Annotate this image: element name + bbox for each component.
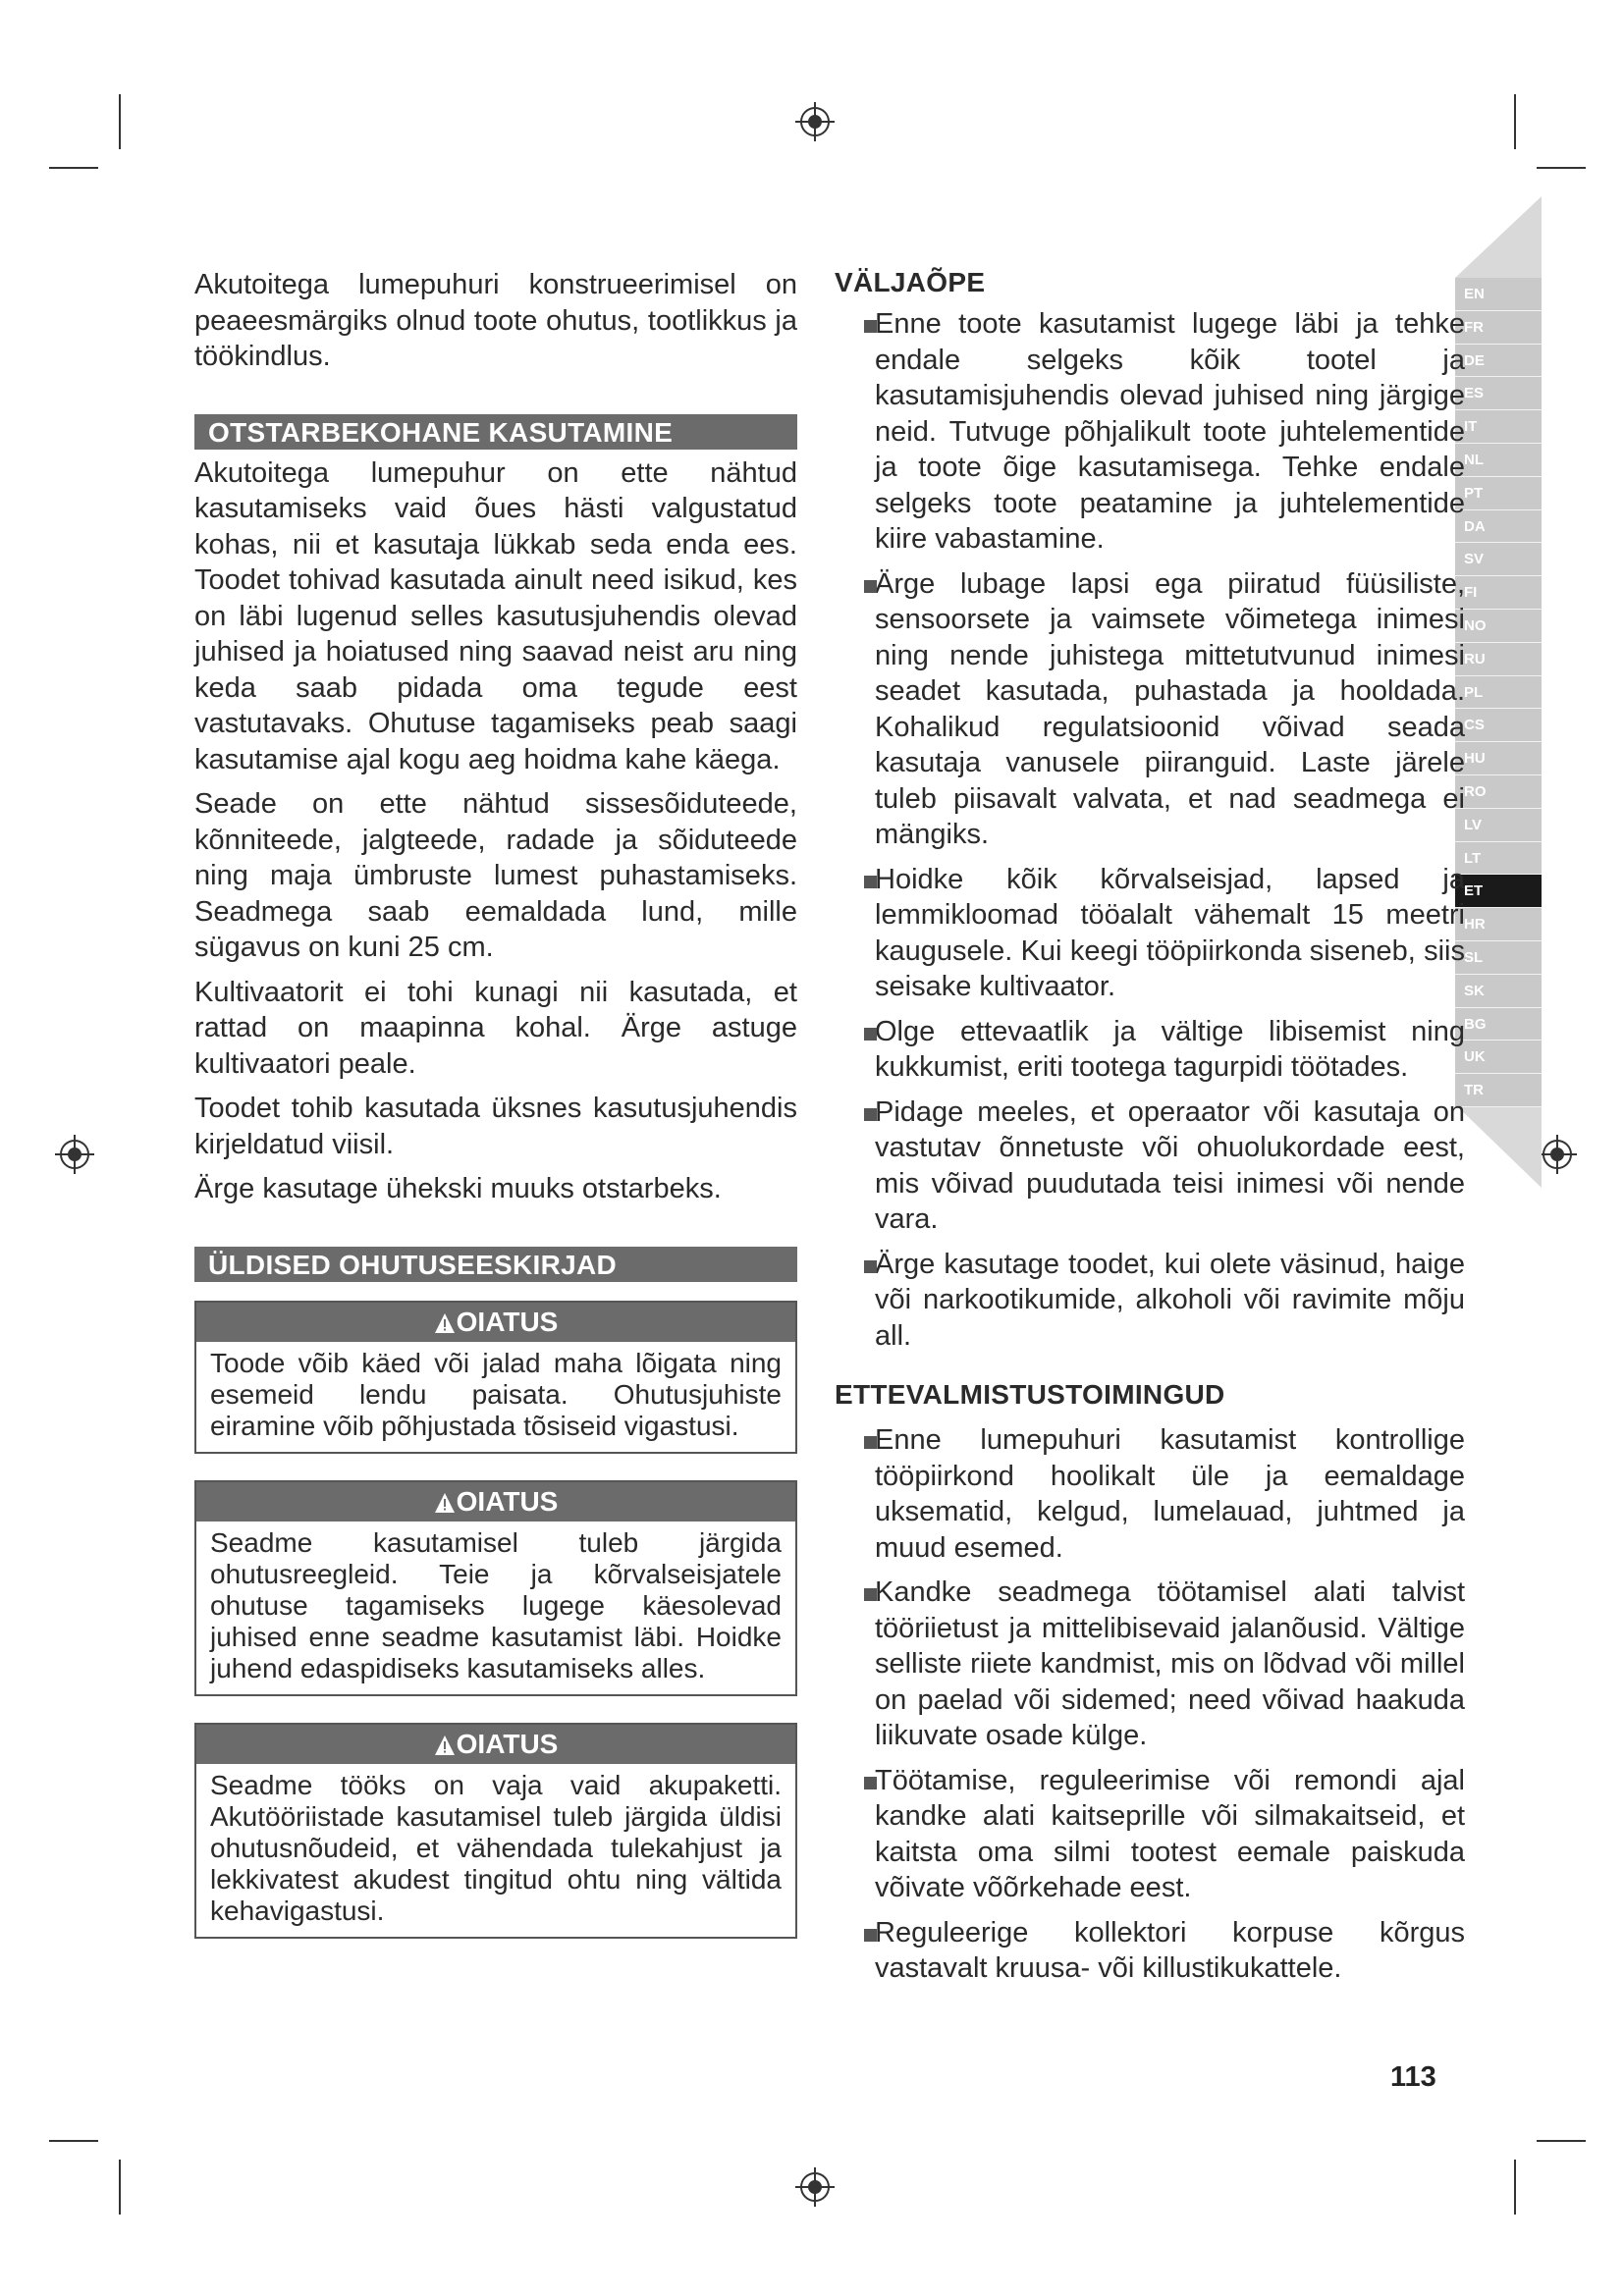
crop-mark-top-right-h	[1537, 167, 1586, 169]
preparation-bullet-text-4: Reguleerige kollektori korpuse kõrgus vastavalt kruusa- või killustikukattele.	[875, 1916, 1465, 1984]
crop-mark-bottom-left-v	[119, 2160, 121, 2215]
registration-mark-icon-left	[55, 1135, 94, 1174]
training-bullet-text-5: Pidage meeles, et operaator või kasutaja on vastutav õnnetuste või ohuolukordade eest, mis võivad puudutada teisi inimesi või nende vara.	[875, 1095, 1465, 1235]
square-bullet-icon	[864, 862, 877, 901]
square-bullet-icon	[864, 1247, 877, 1286]
preparation-bullet-text-2: Kandke seadmega töötamisel alati talvist tööriietust ja mittelibisevaid jalanõusid. Vältige selliste riiete kandmist, mis on lõdvad või millel on paelad või sidemed; need võivad haakuda liikuvate osade külge.	[875, 1576, 1465, 1751]
crop-mark-top-left-v	[119, 94, 121, 149]
section-heading-general-safety: ÜLDISED OHUTUSEESKIRJAD	[194, 1247, 797, 1282]
warning-text-1: Toode võib käed või jalad maha lõigata ning esemeid lendu paisata. Ohutusjuhiste eiramine võib põhjustada tõsiseid vigastusi.	[210, 1347, 782, 1441]
intended-use-paragraph-2: Seade on ette nähtud sissesõiduteede, kõnniteede, jalgteede, radade ja sõiduteede ning maja ümbruste lumest puhastamiseks. Seadmega saab eemaldada lund, mille sügavus on kuni 25 cm.	[194, 788, 797, 963]
language-tab-it[interactable]: IT	[1455, 410, 1542, 444]
warning-box-2	[194, 1480, 797, 1696]
intended-use-paragraph-5: Ärge kasutage ühekski muuks otstarbeks.	[194, 1173, 722, 1204]
language-tab-hr[interactable]: HR	[1455, 908, 1542, 941]
language-tab-sk[interactable]: SK	[1455, 975, 1542, 1008]
warning-title-text-3: OIATUS	[456, 1728, 559, 1759]
square-bullet-icon	[864, 1095, 877, 1134]
registration-mark-icon-bottom	[795, 2167, 835, 2207]
training-bullet-text-2: Ärge lubage lapsi ega piiratud füüsiliste, sensoorsete ja vaimsete võimetega inimesi ning nende juhistega mittetutvunud inimesi seadet kasutada, puhastada ja hooldada. Kohalikud regulatsioonid võivad seada kasutaja vanusele piiranguid. Laste järele tuleb piisavalt valvata, et nad seadmega ei mängiks.	[875, 567, 1465, 850]
square-bullet-icon	[864, 1014, 877, 1053]
language-tab-sl[interactable]: SL	[1455, 941, 1542, 975]
left-column	[194, 267, 797, 1965]
language-tab-uk[interactable]: UK	[1455, 1041, 1542, 1074]
square-bullet-icon	[864, 1575, 877, 1614]
language-tab-pl[interactable]: PL	[1455, 676, 1542, 710]
square-bullet-icon	[864, 1422, 877, 1462]
square-bullet-icon	[864, 1763, 877, 1802]
right-column	[835, 267, 1465, 1996]
preparation-bullet-4	[835, 1915, 1465, 1987]
crop-mark-bottom-right-v	[1514, 2160, 1516, 2215]
crop-mark-bottom-right-h	[1537, 2140, 1586, 2142]
registration-mark-icon-top	[795, 102, 835, 141]
preparation-bullet-text-1: Enne lumepuhuri kasutamist kontrollige tööpiirkond hoolikalt üle ja eemaldage uksematid, kelgud, lumelauad, juhtmed ja muud esemed.	[875, 1424, 1465, 1564]
preparation-bullet-2	[835, 1575, 1465, 1754]
warning-title-3	[196, 1725, 795, 1764]
warning-title-2	[196, 1482, 795, 1522]
language-tab-de[interactable]: DE	[1455, 345, 1542, 378]
preparation-bullet-text-3: Töötamise, reguleerimise või remondi ajal kandke alati kaitseprille või silmakaitseid, et kaitsta oma silmi tootest eemale paiskuda võivate võõrkehade eest.	[875, 1764, 1465, 1903]
warning-box-3	[194, 1723, 797, 1939]
crop-mark-top-right-v	[1514, 94, 1516, 149]
preparation-bullet-1	[835, 1422, 1465, 1566]
language-tab-nl[interactable]: NL	[1455, 444, 1542, 477]
language-tab-lt[interactable]: LT	[1455, 842, 1542, 876]
training-bullet-4	[835, 1014, 1465, 1086]
square-bullet-icon	[864, 306, 877, 346]
warning-title-text-2: OIATUS	[456, 1485, 559, 1517]
section-heading-training: VÄLJAÕPE	[835, 267, 986, 297]
training-bullet-text-6: Ärge kasutage toodet, kui olete väsinud, haige või narkootikumide, alkoholi või ravimite mõju all.	[875, 1248, 1465, 1352]
warning-triangle-icon	[434, 1735, 456, 1756]
section-heading-intended-use: OTSTARBEKOHANE KASUTAMINE	[194, 414, 797, 450]
language-tab-fr[interactable]: FR	[1455, 311, 1542, 345]
warning-box-1	[194, 1301, 797, 1454]
language-tab-tr[interactable]: TR	[1455, 1074, 1542, 1107]
square-bullet-icon	[864, 566, 877, 606]
warning-triangle-icon	[434, 1492, 456, 1514]
language-tab-sv[interactable]: SV	[1455, 543, 1542, 576]
training-bullet-text-1: Enne toote kasutamist lugege läbi ja tehke endale selgeks kõik tootel ja kasutamisjuhendis olevad juhised ning järgige neid. Tutvuge põhjalikult toote juhtelementide ja toote õige kasutamisega. Tehke endale selgeks toote peatamine ja juhtelementide kiire vabastamine.	[875, 308, 1465, 555]
warning-title-text-1: OIATUS	[456, 1306, 559, 1337]
intro-paragraph: Akutoitega lumepuhuri konstrueerimisel on peaeesmärgiks olnud toote ohutus, tootlikkus ja töökindlus.	[194, 269, 797, 372]
language-tab-no[interactable]: NO	[1455, 610, 1542, 643]
training-bullet-2	[835, 566, 1465, 853]
training-bullet-3	[835, 862, 1465, 1005]
training-bullet-text-4: Olge ettevaatlik ja vältige libisemist ning kukkumist, eriti tootega tagurpidi töötades.	[875, 1015, 1465, 1083]
preparation-bullet-3	[835, 1763, 1465, 1906]
language-tab-cs[interactable]: CS	[1455, 709, 1542, 742]
training-bullet-text-3: Hoidke kõik kõrvalseisjad, lapsed ja lemmikloomad tööalalt vähemalt 15 meetri kaugusele. Kui keegi tööpiirkonda siseneb, siis seisake kultivaator.	[875, 863, 1465, 1002]
language-tab-lv[interactable]: LV	[1455, 809, 1542, 842]
registration-mark-icon-right	[1538, 1135, 1577, 1174]
language-tab-bg[interactable]: BG	[1455, 1008, 1542, 1041]
language-tab-fi[interactable]: FI	[1455, 576, 1542, 610]
square-bullet-icon	[864, 1915, 877, 1954]
crop-mark-bottom-left-h	[49, 2140, 98, 2142]
intended-use-paragraph-1: Akutoitega lumepuhur on ette nähtud kasutamiseks vaid õues hästi valgustatud kohas, nii et kasutaja lükkab seda enda ees. Toodet tohivad kasutada ainult need isikud, kes on läbi lugenud selles kasutusjuhendis olevad juhised ja hoiatused ning saavad neist aru ning keda saab pidada oma tegude eest vastutavaks. Ohutuse tagamiseks peab saagi kasutamise ajal kogu aeg hoidma kahe käega.	[194, 456, 797, 775]
warning-title-1	[196, 1303, 795, 1342]
warning-triangle-icon	[434, 1312, 456, 1334]
warning-text-2: Seadme kasutamisel tuleb järgida ohutusreegleid. Teie ja kõrvalseisjatele ohutuse tagamiseks lugege käesolevad juhised enne seadme kasutamist läbi. Hoidke juhend edaspidiseks kasutamiseks alles.	[210, 1526, 782, 1683]
training-bullet-1	[835, 306, 1465, 558]
language-tab-pt[interactable]: PT	[1455, 477, 1542, 510]
intended-use-paragraph-4: Toodet tohib kasutada üksnes kasutusjuhendis kirjeldatud viisil.	[194, 1093, 797, 1160]
warning-text-3: Seadme tööks on vaja vaid akupaketti. Akutööriistade kasutamisel tuleb järgida üldisi ohutusnõudeid, et vähendada tulekahjust ja lekkivatest akudest tingitud ohtu ning vältida kehavigastusi.	[210, 1769, 782, 1926]
language-tab-da[interactable]: DA	[1455, 510, 1542, 544]
language-tab-hu[interactable]: HU	[1455, 742, 1542, 775]
language-tab-ru[interactable]: RU	[1455, 643, 1542, 676]
language-tab-et[interactable]: ET	[1455, 875, 1542, 908]
section-heading-preparation: ETTEVALMISTUSTOIMINGUD	[835, 1379, 1225, 1410]
language-tab-es[interactable]: ES	[1455, 377, 1542, 410]
crop-mark-top-left-h	[49, 167, 98, 169]
language-tab-list	[1455, 278, 1542, 1107]
language-tab-en[interactable]: EN	[1455, 278, 1542, 311]
page-number: 113	[1390, 2061, 1436, 2093]
training-bullet-6	[835, 1247, 1465, 1355]
language-tab-ro[interactable]: RO	[1455, 775, 1542, 809]
intended-use-paragraph-3: Kultivaatorit ei tohi kunagi nii kasutada, et rattad on maapinna kohal. Ärge astuge kultivaatori peale.	[194, 976, 797, 1080]
training-bullet-5	[835, 1095, 1465, 1238]
